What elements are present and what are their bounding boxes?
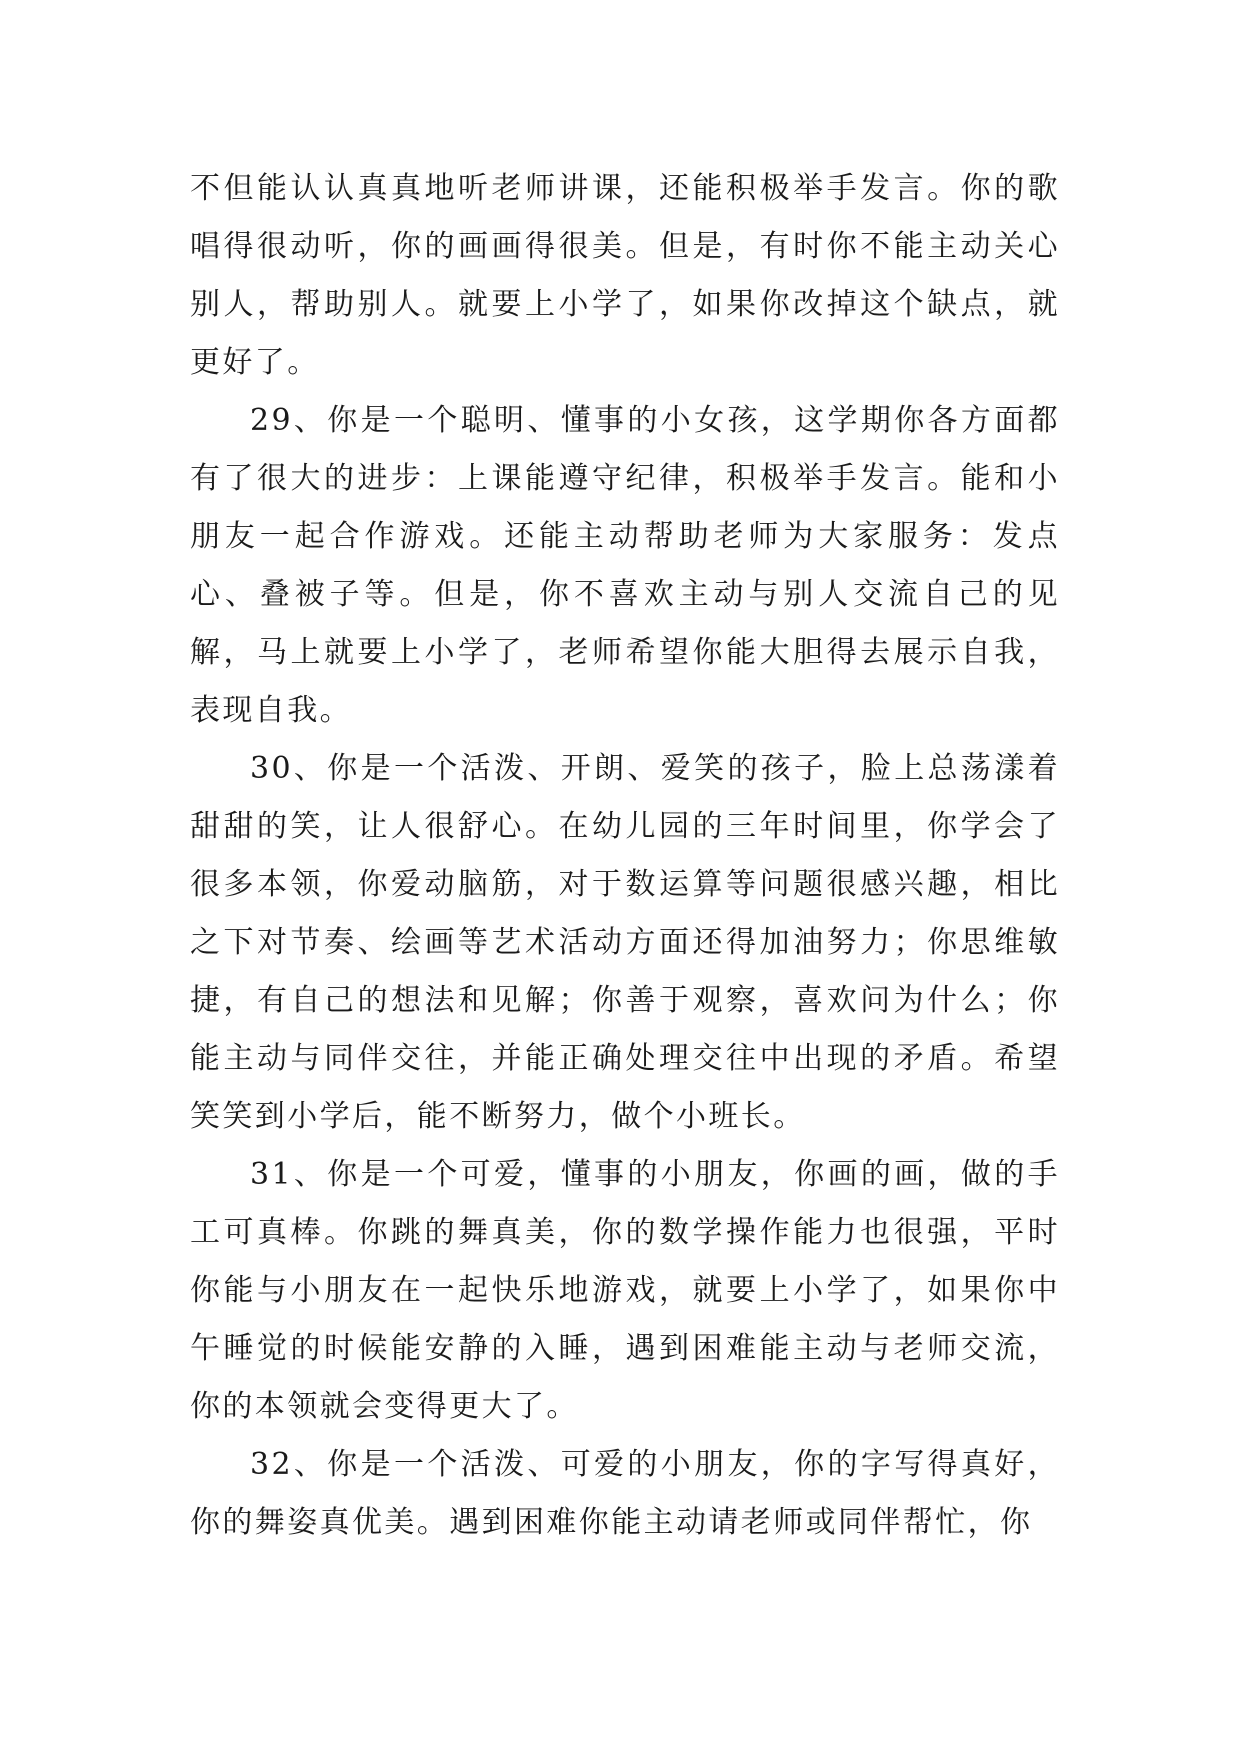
paragraph-31: 31、你是一个可爱，懂事的小朋友，你画的画，做的手工可真棒。你跳的舞真美，你的数学操作能力也很强，平时你能与小朋友在一起快乐地游戏，就要上小学了，如果你中午睡觉的时候能安静的入睡，遇到困难能主动与老师交流，你的本领就会变得更大了。 xyxy=(190,1157,1060,1424)
paragraph-continuation: 不但能认认真真地听老师讲课，还能积极举手发言。你的歌唱得很动听，你的画画得很美。但是，有时你不能主动关心别人，帮助别人。就要上小学了，如果你改掉这个缺点，就更好了。 xyxy=(190,171,1060,380)
document-page xyxy=(190,160,1060,1552)
paragraph-32: 32、你是一个活泼、可爱的小朋友，你的字写得真好，你的舞姿真优美。遇到困难你能主动请老师或同伴帮忙，你 xyxy=(190,1447,1060,1540)
paragraph-30: 30、你是一个活泼、开朗、爱笑的孩子，脸上总荡漾着甜甜的笑，让人很舒心。在幼儿园的三年时间里，你学会了很多本领，你爱动脑筋，对于数运算等问题很感兴趣，相比之下对节奏、绘画等艺术活动方面还得加油努力；你思维敏捷，有自己的想法和见解；你善于观察，喜欢问为什么；你能主动与同伴交往，并能正确处理交往中出现的矛盾。希望笑笑到小学后，能不断努力，做个小班长。 xyxy=(190,751,1060,1134)
paragraph-29: 29、你是一个聪明、懂事的小女孩，这学期你各方面都有了很大的进步：上课能遵守纪律，积极举手发言。能和小朋友一起合作游戏。还能主动帮助老师为大家服务：发点心、叠被子等。但是，你不喜欢主动与别人交流自己的见解，马上就要上小学了，老师希望你能大胆得去展示自我，表现自我。 xyxy=(190,403,1060,728)
